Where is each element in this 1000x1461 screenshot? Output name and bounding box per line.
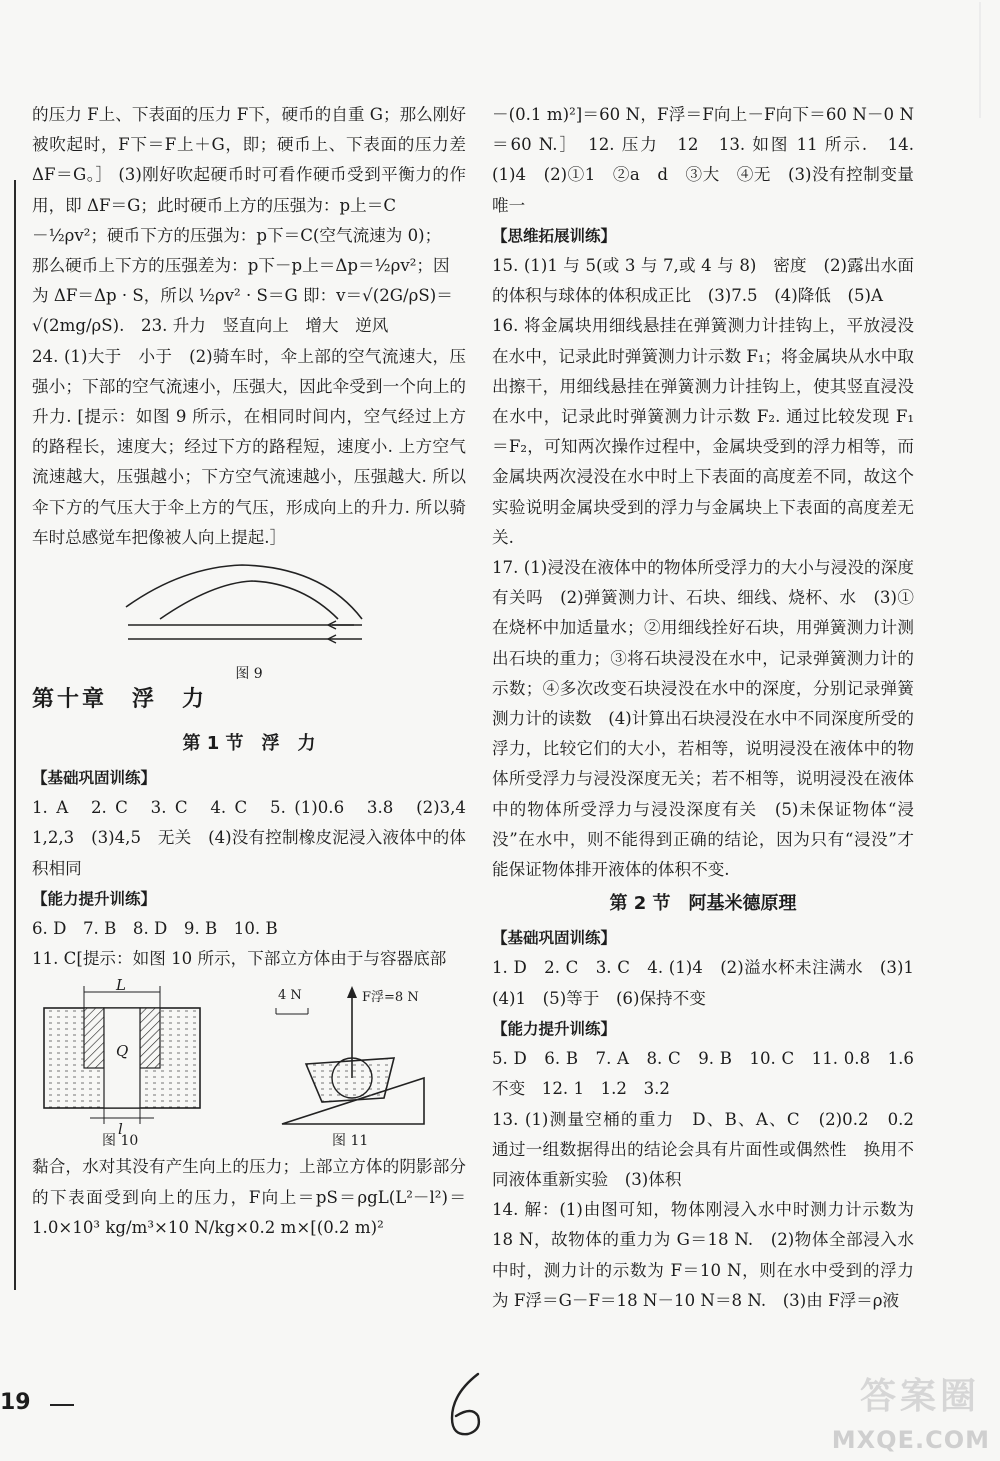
left-paragraph-3: 那么硬币上下方的压强差为：p下－p上＝Δp＝½ρv²；因 [32, 256, 450, 276]
scan-artifact-icon [960, 0, 1000, 120]
ability-training-answers: 6. D 7. B 8. D 9. B 10. B [32, 919, 278, 939]
left-paragraph-5: √(2mg/ρS). 23. 升力 竖直向上 增大 逆风 [32, 316, 389, 336]
figure-10-label-L: L [116, 976, 126, 995]
left-paragraph-1: 的压力 F上、下表面的压力 F下，硬币的自重 G；那么刚好被吹起时，F下＝F上＋G，即；硬币上、下表面的压力差 ΔF＝G。］ (3)刚好吹起硬币时可看作硬币受到平衡力的作用，即 ΔF＝G；此时硬币上方的压强为：p上＝C [32, 105, 466, 215]
answer-15: 15. (1)1 与 5(或 3 与 7,或 4 与 8) 密度 (2)露出水面的体积与球体的体积成正比 (3)7.5 (4)降低 (5)A [492, 256, 914, 306]
right-paragraph-1: －(0.1 m)²]＝60 N，F浮＝F向上－F向下＝60 N－0 N＝60 N.］ 12. 压力 12 13. 如图 11 所示. 14. (1)4 (2)①1 ②a d ③大 ④无 (3)没有控制变量唯一 [492, 105, 914, 215]
basic-training-answers: 1. A 2. C 3. C 4. C 5. (1)0.6 3.8 (2)3,4 1,2,3 (3)4,5 无关 (4)没有控制橡皮泥浸入液体中的体积相同 [32, 798, 483, 878]
answer-16: 16. 将金属块用细线悬挂在弹簧测力计挂钩上，平放浸没在水中，记录此时弹簧测力计示数 F₁；将金属块从水中取出擦干，用细线悬挂在弹簧测力计挂钩上，使其竖直浸没在水中，记录此时弹簧测力计示数 F₂. 通过比较发现 F₁＝F₂，可知两次操作过程中，金属块受到的浮力相等，而金属块两次浸没在水中时上下表面的高度差不同，故这个实验说明金属块受到的浮力与金属块上下表面的高度差无关. [492, 316, 914, 547]
ability-training-answers-2: 5. D 6. B 7. A 8. C 9. B 10. C 11. 0.8 1.6 不变 12. 1 1.2 3.2 [492, 1049, 931, 1099]
left-paragraph-4: 为 ΔF＝Δp · S，所以 ½ρv² · S＝G 即：v＝√(2G/ρS)＝ [32, 286, 453, 306]
ability-training-heading-2: 【能力提升训练】 [492, 1019, 617, 1038]
section-1-title: 第 1 节 浮 力 [182, 733, 316, 755]
basic-training-heading: 【基础巩固训练】 [32, 769, 157, 788]
left-paragraph-2: －½ρv²；硬币下方的压强为：p下＝C(空气流速为 0)； [32, 225, 442, 245]
chapter-title: 第十章 浮 力 [32, 687, 208, 713]
figure-11-force-label: F浮=8 N [362, 990, 419, 1006]
page-number-dash [50, 1404, 74, 1406]
figure-11-scale-label: 4 N [278, 988, 302, 1004]
figure-11-caption: 图 11 [332, 1133, 369, 1150]
figure-11-incline [276, 986, 424, 1124]
answer-11: 11. C[提示：如图 10 所示，下部立方体由于与容器底部 [32, 949, 447, 969]
thinking-training-heading: 【思维拓展训练】 [492, 226, 617, 245]
figure-9-caption: 图 9 [235, 666, 263, 683]
answer-14: 14. 解：(1)由图可知，物体刚浸入水中时测力计示数为 18 N，故物体的重力为 G＝18 N. (2)物体全部浸入水中时，测力计的示数为 F＝10 N，则在水中受到的浮力为 F浮＝G－F＝18 N－10 N＝8 N. (3)由 F浮＝ρ液 [492, 1200, 914, 1310]
left-column [32, 100, 483, 1243]
right-column [492, 100, 931, 1316]
ability-training-heading: 【能力提升训练】 [32, 889, 157, 908]
basic-training-heading-2: 【基础巩固训练】 [492, 929, 617, 948]
figure-9 [32, 557, 466, 683]
figure-10-label-l: l [118, 1120, 123, 1139]
basic-training-answers-2: 1. D 2. C 3. C 4. (1)4 (2)溢水杯未注满水 (3)1 (4)1 (5)等于 (6)保持不变 [492, 958, 931, 1008]
umbrella-airflow-diagram [32, 557, 466, 653]
watermark-logo: 答案圈 [860, 1376, 981, 1417]
answer-11-continued: 黏合，水对其没有产生向上的压力；上部立方体的阴影部分的下表面受到向上的压力，F向上＝pS＝ρgL(L²－l²)＝1.0×10³ kg/m³×10 N/kg×0.2 m×[(0.2 m)² [32, 1157, 466, 1237]
answer-24: 24. (1)大于 小于 (2)骑车时，伞上部的空气流速大，压强小；下部的空气流速小，压强大，因此伞受到一个向上的升力. [提示：如图 9 所示，在相同时间内，空气经过上方的路程长，速度大；经过下方的路程短，速度小. 上方空气流速越大，压强越小；下方空气流速越小，压强越大. 所以伞下方的气压大于伞上方的气压，形成向上的升力. 所以骑车时总感觉车把像被人向上提起.］ [32, 346, 466, 547]
page-number: 19 [0, 1390, 31, 1415]
answer-17: 17. (1)浸没在液体中的物体所受浮力的大小与浸没的深度有关吗 (2)弹簧测力计、石块、细线、烧杯、水 (3)①在烧杯中加适量水；②用细线拴好石块，用弹簧测力计测出石块的重力；③将石块浸没在水中，记录弹簧测力计的示数；④多次改变石块浸没在水中的深度，分别记录弹簧测力计的读数 (4)计算出石块浸没在水中不同深度所受的浮力，比较它们的大小，若相等，说明浸没在液体中的物体所受浮力与浸没深度无关；若不相等，说明浸没在液体中的物体所受浮力与浸没深度有关 (5)未保证物体“浸没”在水中，则不能得到正确的结论，因为只有“浸没”才能保证物体排开液体的体积不变. [492, 558, 914, 880]
figure-10-label-Q: Q [116, 1042, 129, 1061]
watermark-site: MXQE.COM [831, 1426, 990, 1454]
page-margin-rule [14, 180, 16, 1290]
figures-10-11 [32, 978, 466, 1148]
handwritten-six-icon [438, 1370, 498, 1440]
figure-10-caption: 图 10 [102, 1133, 139, 1150]
section-2-title: 第 2 节 阿基米德原理 [609, 893, 797, 915]
answer-13: 13. (1)测量空桶的重力 D、B、A、C (2)0.2 0.2 通过一组数据得出的结论会具有片面性或偶然性 换用不同液体重新实验 (3)体积 [492, 1109, 931, 1189]
watermark [800, 1368, 990, 1458]
